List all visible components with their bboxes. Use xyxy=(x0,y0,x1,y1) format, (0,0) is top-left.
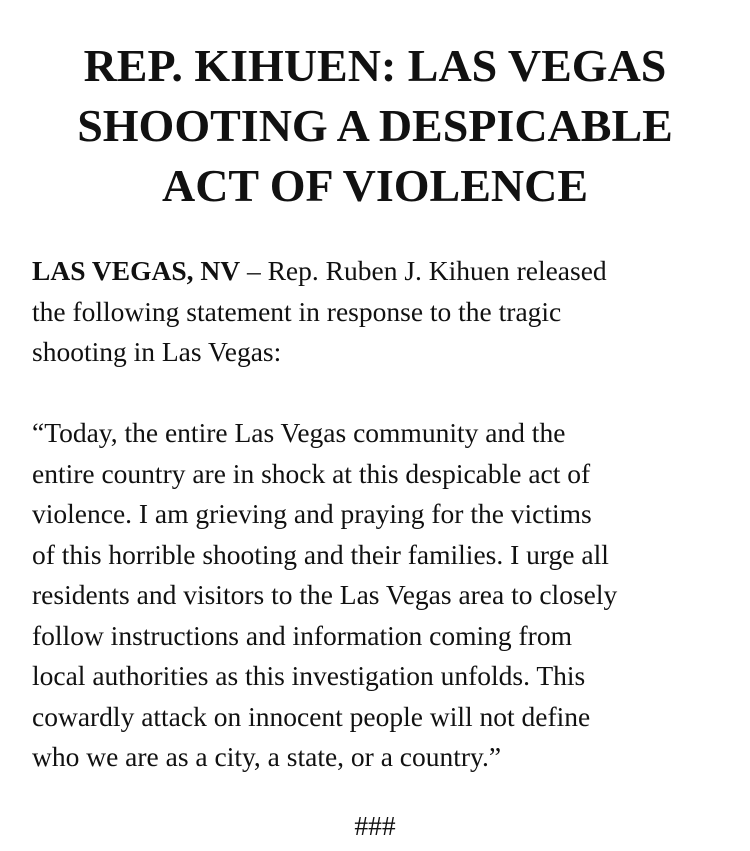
intro-paragraph xyxy=(32,251,732,373)
intro-first-line xyxy=(32,251,732,292)
quote-line: entire country are in shock at this despicable act of xyxy=(32,457,591,489)
quote-line: cowardly attack on innocent people will not define xyxy=(32,700,591,732)
quote-line: “Today, the entire Las Vegas community and the xyxy=(32,417,566,448)
quote-line: residents and visitors to the Las Vegas area to closely xyxy=(32,579,618,610)
headline-line: ACT OF VIOLENCE xyxy=(161,160,589,211)
headline xyxy=(20,36,730,216)
quote-paragraph xyxy=(32,413,732,778)
intro-line: the following statement in response to the tragic xyxy=(32,295,562,327)
quote-line: follow instructions and information coming from xyxy=(32,619,572,651)
end-mark: ### xyxy=(354,810,396,841)
quote-line: violence. I am grieving and praying for the victims xyxy=(32,498,592,529)
intro-first-line-rest: – Rep. Ruben J. Kihuen released xyxy=(240,255,607,286)
headline-line: REP. KIHUEN: LAS VEGAS xyxy=(83,40,667,91)
quote-line: who we are as a city, a state, or a country.” xyxy=(32,741,502,772)
headline-line: SHOOTING A DESPICABLE xyxy=(77,100,673,151)
quote-line: local authorities as this investigation unfolds. This xyxy=(32,660,586,691)
intro-line: shooting in Las Vegas: xyxy=(32,336,282,367)
dateline: LAS VEGAS, NV xyxy=(32,255,241,286)
quote-line: of this horrible shooting and their families. I urge all xyxy=(32,538,609,570)
